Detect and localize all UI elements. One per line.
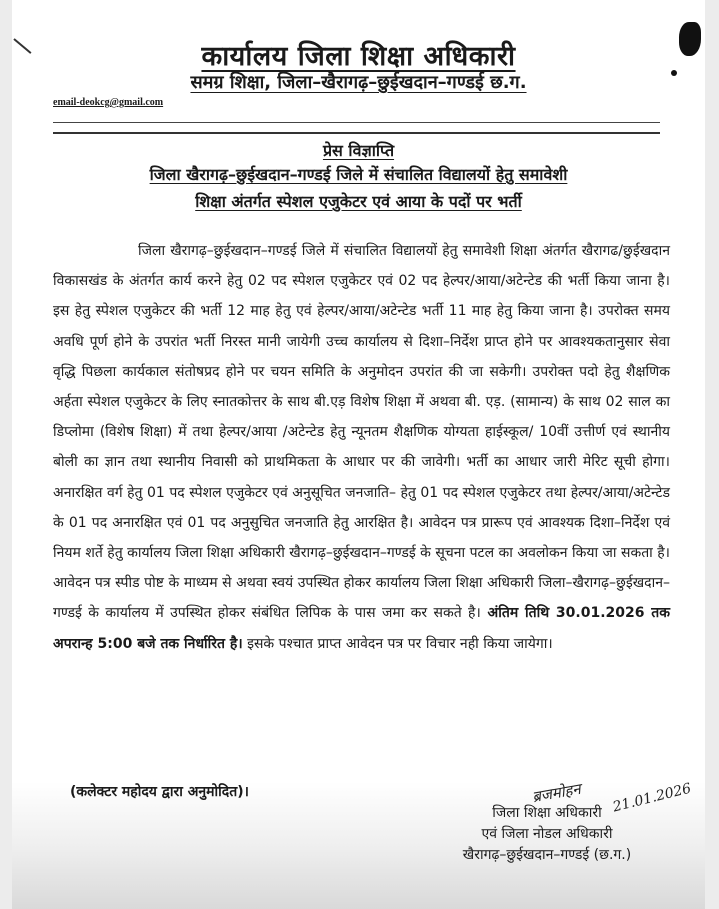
collector-approval: (कलेक्टर महोदय द्वारा अनुमोदित)। [70,784,249,800]
signatory-location: खैरागढ़–छुईखदान–गण्डई (छ.ग.) [462,847,632,863]
office-subtitle-text: समग्र शिक्षा, जिला–खैरागढ़–छुईखदान–गण्डई छ.ग. [190,72,527,93]
signatory-role: एवं जिला नोडल अधिकारी [481,826,613,842]
signature-block [442,803,652,866]
office-email: email-deokcg@gmail.com [53,97,164,108]
body-paragraph: जिला खैरागढ़–छुईखदान–गण्डई जिले में संचालित विद्यालयों हेतु समावेशी शिक्षा अंतर्गत खैरागढ/छुईखदान विकासखंड के अंतर्गत कार्य करने हेतु 02 पद स्पेशल एजुकेटर एवं 02 पद हेल्पर/आया/अटेन्टेड की भर्ती किया जाना है। इस हेतु स्पेशल एजुकेटर की भर्ती 12 माह हेतु एवं हेल्पर/आया/अटेन्टेड भर्ती 11 माह हेतु किया जाना है। उपरोक्त समय अवधि पूर्ण होने के उपरांत भर्ती निरस्त मानी जायेगी उच्च कार्यालय से दिशा–निर्देश प्राप्त होने पर आवश्यकतानुसार सेवा वृद्धि पिछला कार्यकाल संतोषप्रद होने पर चयन समिति के अनुमोदन उपरांत की जा सकेगी। उपरोक्त पदो हेतु शैक्षणिक अर्हता स्पेशल एजुकेटर के लिए स्नातकोत्तर के साथ बी.एड़ विशेष शिक्षा में अथवा बी. एड़. (सामान्य) के साथ 02 साल का डिप्लोमा (विशेष शिक्षा) में तथा हेल्पर/आया /अटेन्टेड हेतु न्यूनतम शैक्षणिक योग्यता हाईस्कूल/ 10वीं उत्तीर्ण एवं स्थानीय बोली का ज्ञान तथा स्थानीय निवासी को प्राथमिकता के आधार पर की जावेगी। भर्ती का आधार जारी मेरिट सूची होगा। अनारक्षित वर्ग हेतु 01 पद स्पेशल एजुकेटर एवं अनुसूचित जनजाति– हेतु 01 पद स्पेशल एजुकेटर तथा हेल्पर/आया/अटेन्टेड के 01 पद अनारक्षित एवं 01 पद अनुसुचित जनजाति हेतु आरक्षित है। आवेदन पत्र प्रारूप एवं आवश्यक दिशा–निर्देश एवं नियम शर्ते हेतु कार्यालय जिला शिक्षा अधिकारी खैरागढ़–छुईखदान–गण्डई के सूचना पटल का अवलोकन किया जा सकता है। आवेदन पत्र स्पीड पोष्ट के माध्यम से अथवा स्वयं उपस्थित होकर कार्यालय जिला शिक्षा अधिकारी जिला–खैरागढ़–छुईखदान–गण्डई के कार्यालय में उपस्थित होकर संबंधित लिपिक के पास जमा कर सकते है। [53,243,670,622]
notice-heading-line1: जिला खैरागढ़–छुईखदान–गण्डई जिले में संचालित विद्यालयों हेतु समावेशी [149,165,568,184]
signature-date: 21.01.2026 [611,780,693,816]
notice-type-text: प्रेस विज्ञाप्ति [322,141,395,160]
handwritten-signature: ब्रजमोहन [530,779,583,807]
deadline-text: अंतिम तिथि 30.01.2026 तक अपरान्ह 5:00 बजे तक निर्धारित है। [53,605,670,652]
header-divider-bold [53,132,660,134]
notice-body [53,236,670,659]
office-subtitle [12,70,705,94]
office-title [12,36,705,73]
notice-heading [62,161,655,215]
signatory-title: जिला शिक्षा अधिकारी [492,805,602,821]
body-closing: इसके पश्चात प्राप्त आवेदन पत्र पर विचार नही किया जायेगा। [242,635,553,652]
header-divider [53,122,660,123]
office-title-text: कार्यालय जिला शिक्षा अधिकारी [201,41,516,72]
notice-type [12,139,705,161]
notice-heading-line2: शिक्षा अंतर्गत स्पेशल एजुकेटर एवं आया के पदों पर भर्ती [195,192,522,211]
scanned-document-page [12,0,705,909]
